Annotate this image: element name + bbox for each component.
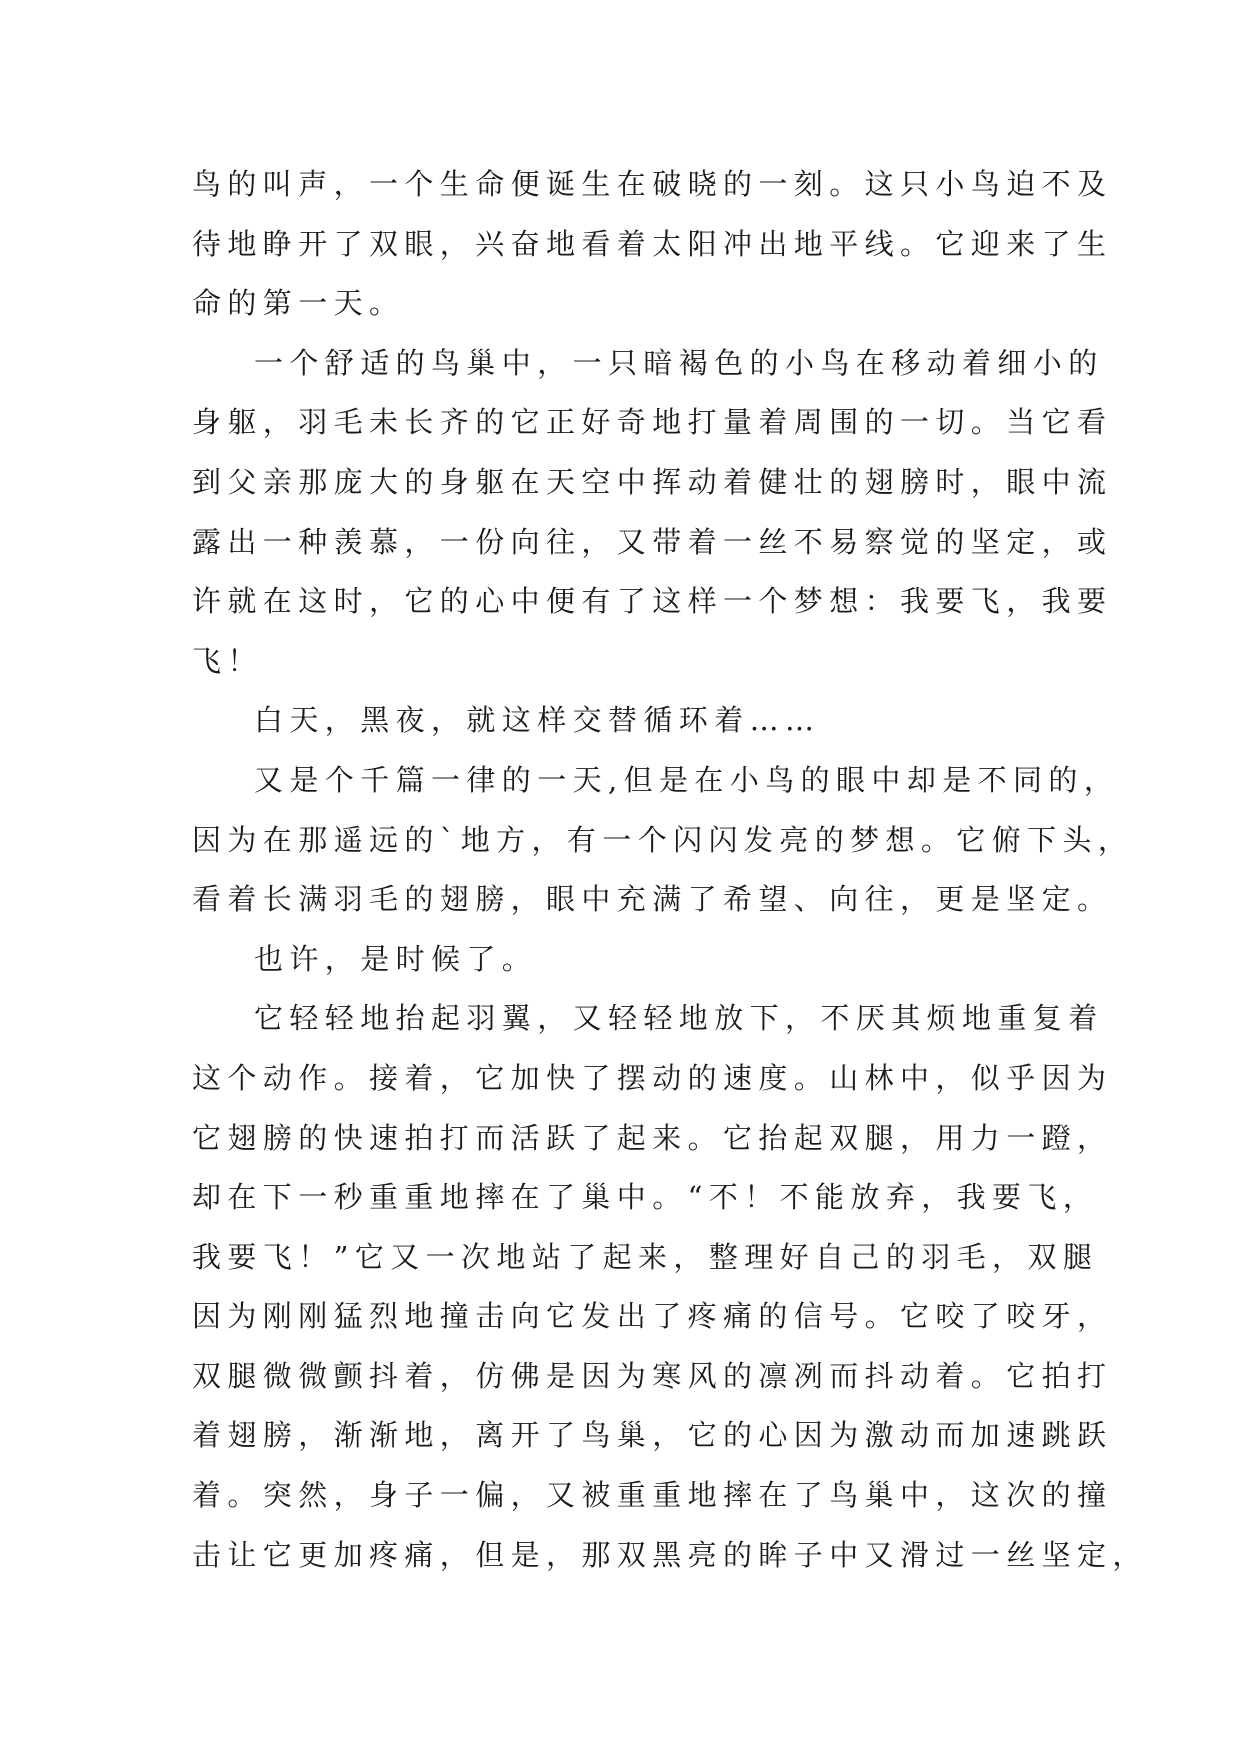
text-line: 这个动作。接着，它加快了摆动的速度。山林中，似乎因为 (192, 1060, 1113, 1095)
text-line: 看着长满羽毛的翅膀，眼中充满了希望、向往，更是坚定。 (192, 882, 1113, 917)
text-line: 却在下一秒重重地摔在了巢中。“不！不能放弃，我要飞， (192, 1180, 1099, 1215)
text-line: 也许，是时候了。 (254, 941, 538, 976)
text-line: 飞！ (192, 643, 263, 678)
text-line: 双腿微微颤抖着，仿佛是因为寒风的凛冽而抖动着。它拍打 (192, 1358, 1113, 1393)
text-line: 命的第一天。 (192, 286, 405, 321)
text-line: 击让它更加疼痛，但是，那双黑亮的眸子中又滑过一丝坚定， (192, 1537, 1148, 1572)
text-line: 露出一种羡慕，一份向往，又带着一丝不易察觉的坚定，或 (192, 524, 1113, 559)
text-line: 到父亲那庞大的身躯在天空中挥动着健壮的翅膀时，眼中流 (192, 464, 1113, 499)
text-line: 一个舒适的鸟巢中，一只暗褐色的小鸟在移动着细小的 (254, 345, 1104, 380)
text-line: 待地睁开了双眼，兴奋地看着太阳冲出地平线。它迎来了生 (192, 226, 1113, 261)
story-text (192, 155, 1148, 1585)
text-line: 身躯，羽毛未长齐的它正好奇地打量着周围的一切。当它看 (192, 405, 1113, 440)
text-line: 我要飞！”它又一次地站了起来，整理好自己的羽毛，双腿 (192, 1239, 1099, 1274)
text-line: 又是个千篇一律的一天,但是在小鸟的眼中却是不同的， (254, 762, 1120, 797)
text-line: 着。突然，身子一偏，又被重重地摔在了鸟巢中，这次的撞 (192, 1478, 1113, 1513)
text-line: 许就在这时，它的心中便有了这样一个梦想：我要飞，我要 (192, 584, 1113, 619)
text-line: 鸟的叫声，一个生命便诞生在破晓的一刻。这只小鸟迫不及 (192, 167, 1113, 201)
text-line: 因为在那遥远的`地方，有一个闪闪发亮的梦想。它俯下头， (192, 822, 1134, 857)
text-line: 着翅膀，渐渐地，离开了鸟巢，它的心因为激动而加速跳跃 (192, 1418, 1113, 1453)
text-line: 白天，黑夜，就这样交替循环着…… (254, 703, 821, 738)
text-line: 它翅膀的快速拍打而活跃了起来。它抬起双腿，用力一蹬， (192, 1120, 1113, 1155)
text-line: 因为刚刚猛烈地撞击向它发出了疼痛的信号。它咬了咬牙， (192, 1299, 1113, 1334)
text-line: 它轻轻地抬起羽翼，又轻轻地放下，不厌其烦地重复着 (254, 1001, 1104, 1036)
